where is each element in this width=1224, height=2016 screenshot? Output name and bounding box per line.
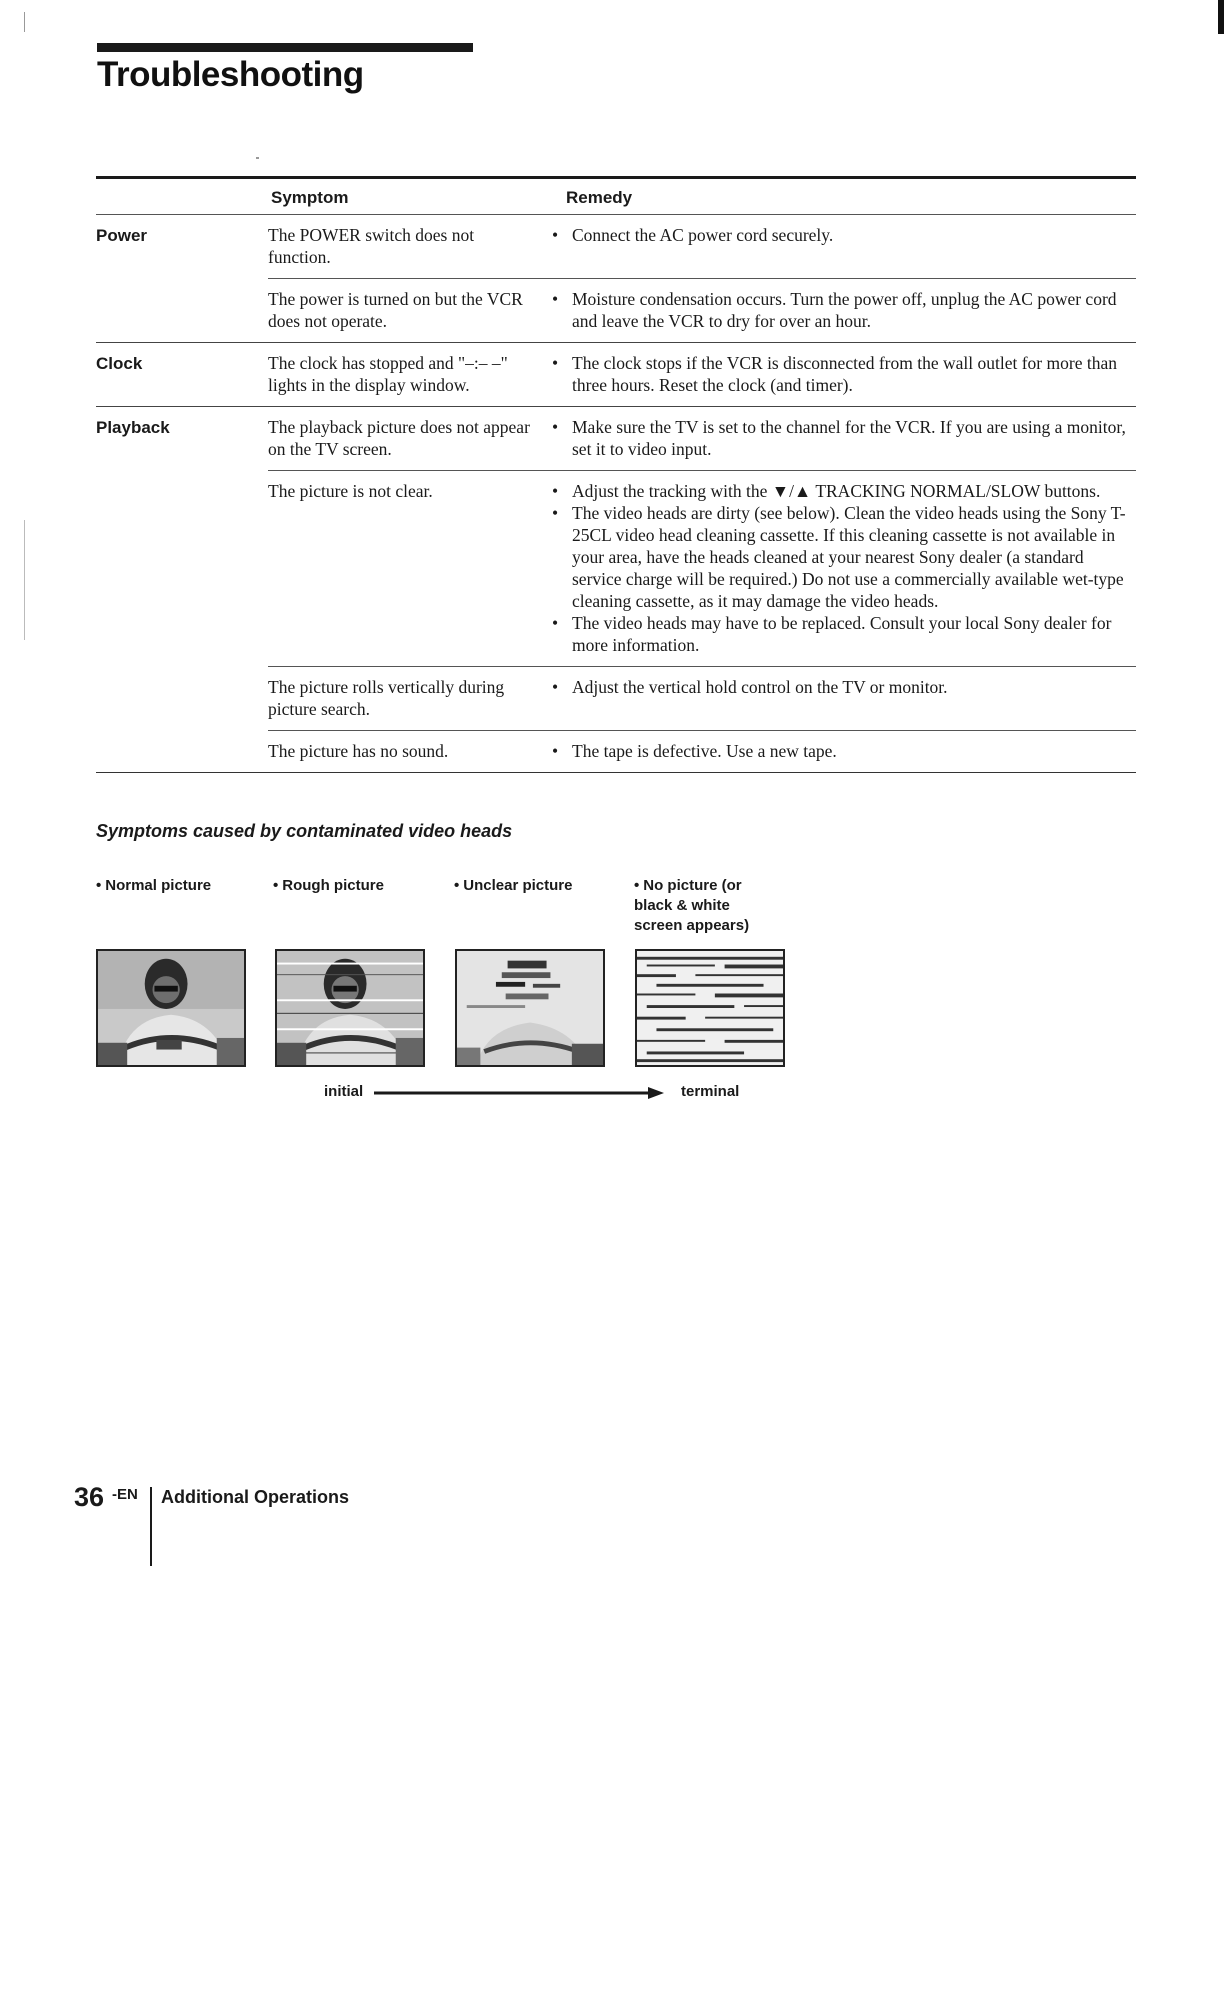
- remedy-item: • The video heads may have to be replaced. Consult your local Sony dealer for more information.: [550, 612, 1136, 656]
- remedy-item: • Connect the AC power cord securely.: [550, 224, 1136, 246]
- group-playback: [96, 406, 1136, 772]
- remedy-item: • The tape is defective. Use a new tape.: [550, 740, 1136, 762]
- remedy-item: • The video heads are dirty (see below). Clean the video heads using the Sony T-25CL video head cleaning cassette. If this cleaning cassette is not available in your area, have the heads cleaned at your nearest Sony dealer (a standard service charge will be required.) Do not use a commercially available wet-type cleaning cassette, as it may damage the video heads.: [550, 502, 1136, 612]
- troubleshooting-table: [96, 176, 1136, 773]
- remedy-cell: [550, 288, 1136, 332]
- bullet-icon: •: [454, 877, 460, 894]
- remedy-header: Remedy: [566, 188, 633, 207]
- picture-label: [454, 876, 604, 896]
- table-row: [268, 730, 1136, 772]
- picture-label-text: No picture (or black & white screen appears): [634, 877, 750, 934]
- remedy-item: • Moisture condensation occurs. Turn the power off, unplug the AC power cord and leave the VCR to dry for over an hour.: [550, 288, 1136, 332]
- picture-label: [96, 876, 246, 896]
- symptom-cell: The clock has stopped and "–:– –" lights in the display window.: [268, 353, 508, 395]
- category-label: Playback: [96, 418, 170, 437]
- symptom-cell: The POWER switch does not function.: [268, 225, 475, 267]
- contamination-heading: Symptoms caused by contaminated video heads: [96, 821, 513, 841]
- unclear-picture-image: [455, 949, 605, 1067]
- symptom-cell: The picture has no sound.: [268, 741, 449, 761]
- scan-edge-mark: [24, 12, 25, 32]
- table-row: [268, 278, 1136, 342]
- remedy-cell: [550, 416, 1136, 460]
- symptom-cell: The power is turned on but the VCR does not operate.: [268, 289, 523, 331]
- bullet-icon: •: [634, 877, 640, 894]
- table-body: [96, 215, 1136, 772]
- picture-label-text: Normal picture: [105, 877, 212, 894]
- symptom-header: Symptom: [271, 188, 349, 207]
- remedy-cell: [550, 740, 1136, 762]
- table-row: [268, 407, 1136, 470]
- picture-label: [634, 876, 764, 936]
- page-number-suffix: -EN: [112, 1486, 138, 1503]
- bullet-icon: •: [96, 877, 102, 894]
- normal-picture-image: [96, 949, 246, 1067]
- remedy-cell: [550, 352, 1136, 396]
- scale-terminal-label: terminal: [681, 1083, 740, 1100]
- table-row: [268, 666, 1136, 730]
- table-header: [96, 179, 1136, 215]
- remedy-item: • The clock stops if the VCR is disconnected from the wall outlet for more than three hours. Reset the clock (and timer).: [550, 352, 1136, 396]
- scan-speck: [256, 157, 259, 159]
- category-label: Power: [96, 226, 148, 245]
- title-rule: [97, 43, 473, 52]
- page-title: Troubleshooting: [97, 55, 364, 94]
- symptom-cell: The picture rolls vertically during picture search.: [268, 677, 505, 719]
- page-number: 36: [74, 1482, 105, 1512]
- section-name: Additional Operations: [161, 1487, 350, 1507]
- footer-divider: [150, 1487, 152, 1566]
- picture-label: [273, 876, 423, 896]
- rough-picture-image: [275, 949, 425, 1067]
- remedy-cell: [550, 480, 1136, 656]
- bullet-icon: •: [273, 877, 279, 894]
- table-row: [268, 470, 1136, 666]
- picture-label-text: Rough picture: [282, 877, 384, 894]
- table-row: [268, 215, 1136, 278]
- scale-initial-label: initial: [324, 1083, 364, 1100]
- remedy-item: • Adjust the vertical hold control on the TV or monitor.: [550, 676, 1136, 698]
- group-clock: [96, 342, 1136, 406]
- picture-label-text: Unclear picture: [463, 877, 573, 894]
- page-edge-mark: [1218, 0, 1224, 34]
- remedy-cell: [550, 676, 1136, 720]
- remedy-item: • Adjust the tracking with the ▼/▲ TRACKING NORMAL/SLOW buttons.: [550, 480, 1136, 502]
- remedy-item: • Make sure the TV is set to the channel for the VCR. If you are using a monitor, set it to video input.: [550, 416, 1136, 460]
- table-bottom-rule: [96, 772, 1136, 773]
- symptom-cell: The playback picture does not appear on the TV screen.: [268, 417, 530, 459]
- symptom-cell: The picture is not clear.: [268, 481, 433, 501]
- scan-edge-mark: [24, 520, 25, 640]
- group-power: [96, 215, 1136, 342]
- table-row: [268, 343, 1136, 406]
- remedy-cell: [550, 224, 1136, 268]
- no-picture-image: [635, 949, 785, 1067]
- category-label: Clock: [96, 354, 143, 373]
- progression-arrow: [374, 1086, 664, 1100]
